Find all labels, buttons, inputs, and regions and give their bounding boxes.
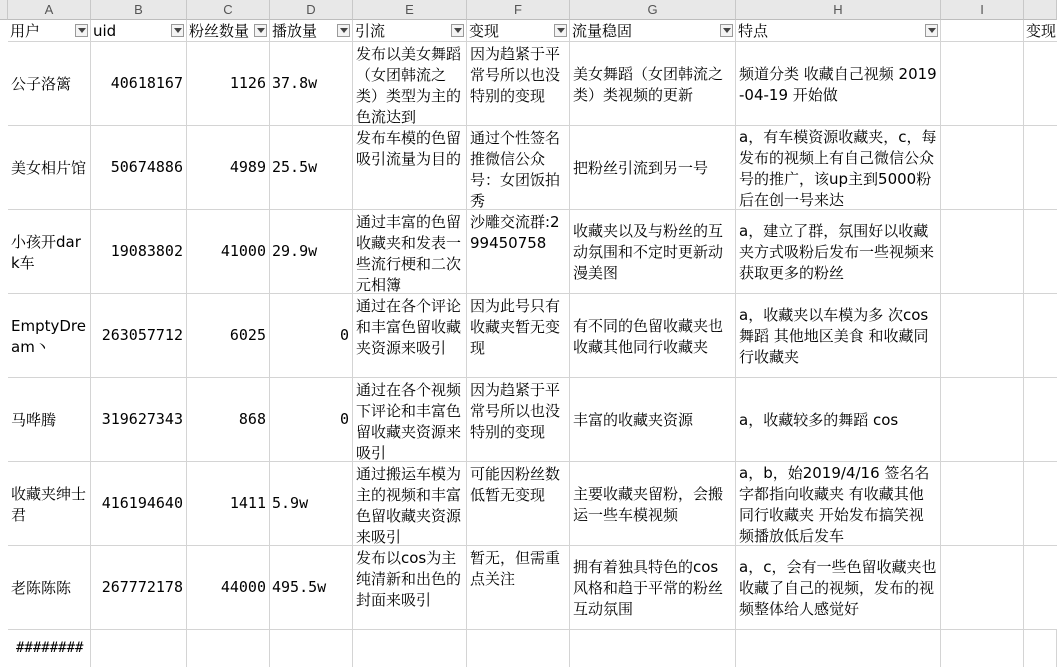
cell-empty[interactable] <box>941 546 1024 630</box>
column-header-j[interactable] <box>1024 0 1057 20</box>
header-cell-traffic[interactable] <box>353 20 467 42</box>
cell-value: a，有车模资源收藏夹，c，每发布的视频上有自己微信公众号的推广，该up主到5000粉后在创一号来达 <box>739 127 937 209</box>
cell-stable[interactable] <box>570 210 736 294</box>
cell-traffic[interactable] <box>353 378 467 462</box>
cell-empty[interactable] <box>1024 462 1057 546</box>
cell-value: 0 <box>339 326 349 344</box>
cell-empty[interactable] <box>1024 210 1057 294</box>
cell-value: 44000 <box>220 578 266 596</box>
header-label: 特点 <box>738 22 769 40</box>
cell-monetize[interactable] <box>467 210 570 294</box>
cell-traffic[interactable] <box>353 126 467 210</box>
header-label: 变现 <box>1026 22 1057 40</box>
cell-value: a，收藏夹以车模为多 次cos舞蹈 其他地区美食 和收藏同行收藏夹 <box>739 306 929 366</box>
cell-value: 40618167 <box>110 74 183 92</box>
cell-features[interactable] <box>736 126 941 210</box>
cell-stable[interactable] <box>570 294 736 378</box>
cell-value: 有不同的色留收藏夹也收藏其他同行收藏夹 <box>573 316 724 356</box>
cell-plays[interactable] <box>270 378 353 462</box>
cell-value: 29.9w <box>272 242 318 260</box>
cell-uid[interactable] <box>91 42 187 126</box>
cell-uid[interactable] <box>91 210 187 294</box>
cell-empty[interactable] <box>467 630 570 667</box>
cell-user[interactable] <box>8 42 91 126</box>
cell-traffic[interactable] <box>353 546 467 630</box>
cell-empty[interactable] <box>941 210 1024 294</box>
cell-monetize[interactable] <box>467 378 570 462</box>
cell-value: 319627343 <box>101 410 183 428</box>
cell-value: a，收藏较多的舞蹈 cos <box>739 411 899 429</box>
filter-dropdown-icon[interactable] <box>75 24 88 37</box>
cell-value: 因为趋紧于平常号所以也没特别的变现 <box>470 45 561 105</box>
cell-value: 公子洛篱 <box>11 75 72 93</box>
cell-empty[interactable] <box>941 378 1024 462</box>
filter-dropdown-icon[interactable] <box>925 24 938 37</box>
select-all-corner[interactable] <box>0 0 8 20</box>
cell-value: 1411 <box>229 494 266 512</box>
cell-empty[interactable] <box>941 42 1024 126</box>
cell-plays[interactable] <box>270 294 353 378</box>
header-cell-user[interactable] <box>8 20 91 42</box>
cell-value: 沙雕交流群:299450758 <box>470 213 560 252</box>
cell-features[interactable] <box>736 462 941 546</box>
cell-features[interactable] <box>736 42 941 126</box>
cell-i1[interactable] <box>941 20 1024 42</box>
cell-value: 通过在各个视频下评论和丰富色留收藏夹资源来吸引 <box>356 381 462 462</box>
cell-empty[interactable] <box>941 294 1024 378</box>
filter-dropdown-icon[interactable] <box>254 24 267 37</box>
cell-features[interactable] <box>736 210 941 294</box>
cell-value: 通过丰富的色留收藏夹和发表一些流行梗和二次元相簿 <box>356 213 462 294</box>
cell-value: 因为此号只有收藏夹暂无变现 <box>470 297 561 357</box>
cell-value: a，c，会有一些色留收藏夹也收藏了自己的视频，发布的视频整体给人感觉好 <box>739 558 937 618</box>
cell-plays[interactable] <box>270 462 353 546</box>
cell-overflow-hash[interactable] <box>8 630 91 667</box>
header-label: 引流 <box>355 22 386 40</box>
cell-value: 19083802 <box>110 242 183 260</box>
header-label: 变现 <box>469 22 500 40</box>
cell-fans[interactable] <box>187 210 270 294</box>
cell-user[interactable] <box>8 294 91 378</box>
cell-value: 马哗腾 <box>11 411 57 429</box>
column-header-c[interactable]: C <box>187 0 270 20</box>
cell-stable[interactable] <box>570 126 736 210</box>
column-header-d[interactable]: D <box>270 0 353 20</box>
column-header-a[interactable]: A <box>8 0 91 20</box>
cell-uid[interactable] <box>91 546 187 630</box>
cell-features[interactable] <box>736 294 941 378</box>
cell-empty[interactable] <box>941 630 1024 667</box>
cell-monetize[interactable] <box>467 42 570 126</box>
cell-features[interactable] <box>736 546 941 630</box>
cell-value: a，b，始2019/4/16 签名名字都指向收藏夹 有收藏其他同行收藏夹 开始发布搞笑视频播放低后发车 <box>739 463 930 545</box>
cell-value: 267772178 <box>101 578 183 596</box>
cell-value: 6025 <box>229 326 266 344</box>
cell-stable[interactable] <box>570 546 736 630</box>
header-cell-features[interactable] <box>736 20 941 42</box>
cell-value: 收藏夹绅士君 <box>11 484 87 524</box>
cell-empty[interactable] <box>1024 378 1057 462</box>
header-cell-uid[interactable] <box>91 20 187 42</box>
cell-uid[interactable] <box>91 378 187 462</box>
cell-fans[interactable] <box>187 294 270 378</box>
cell-uid[interactable] <box>91 294 187 378</box>
cell-value: 小孩开dark车 <box>11 232 81 272</box>
cell-empty[interactable] <box>1024 546 1057 630</box>
filter-dropdown-icon[interactable] <box>171 24 184 37</box>
header-cell-stable[interactable] <box>570 20 736 42</box>
cell-features[interactable] <box>736 378 941 462</box>
cell-empty[interactable] <box>1024 294 1057 378</box>
cell-plays[interactable] <box>270 210 353 294</box>
cell-value: a，建立了群，氛围好以收藏夹方式吸粉后发布一些视频来获取更多的粉丝 <box>739 222 935 282</box>
cell-value: 50674886 <box>110 158 183 176</box>
cell-value: 主要收藏夹留粉，会搬运一些车模视频 <box>573 484 724 524</box>
cell-value: 0 <box>339 410 349 428</box>
cell-value: 发布以美女舞蹈（女团韩流之类）类型为主的色流达到 <box>356 45 462 126</box>
cell-fans[interactable] <box>187 378 270 462</box>
cell-monetize[interactable] <box>467 126 570 210</box>
cell-value: ######## <box>16 640 84 656</box>
header-cell-monetize[interactable] <box>467 20 570 42</box>
cell-user[interactable] <box>8 126 91 210</box>
cell-value: 美女舞蹈（女团韩流之类）类视频的更新 <box>573 64 724 104</box>
cell-traffic[interactable] <box>353 462 467 546</box>
cell-empty[interactable] <box>1024 630 1057 667</box>
cell-value: 4989 <box>229 158 266 176</box>
cell-value: 老陈陈陈 <box>11 579 72 597</box>
column-header-h[interactable]: H <box>736 0 941 20</box>
header-label: 用户 <box>10 22 41 40</box>
header-label: uid <box>93 22 117 40</box>
column-header-i[interactable]: I <box>941 0 1024 20</box>
cell-value: 可能因粉丝数低暂无变现 <box>470 465 561 504</box>
cell-value: 263057712 <box>101 326 183 344</box>
header-cell-extra[interactable] <box>1024 20 1057 42</box>
cell-empty[interactable] <box>570 630 736 667</box>
filter-dropdown-icon[interactable] <box>554 24 567 37</box>
column-header-b[interactable]: B <box>91 0 187 20</box>
cell-traffic[interactable] <box>353 294 467 378</box>
header-cell-plays[interactable] <box>270 20 353 42</box>
cell-value: 495.5w <box>272 578 327 596</box>
cell-value: 5.9w <box>272 494 309 512</box>
filter-dropdown-icon[interactable] <box>337 24 350 37</box>
filter-dropdown-icon[interactable] <box>720 24 733 37</box>
cell-value: 美女相片馆 <box>11 159 87 177</box>
cell-value: 拥有着独具特色的cos风格和趋于平常的粉丝互动氛围 <box>573 558 724 618</box>
cell-empty[interactable] <box>91 630 187 667</box>
cell-uid[interactable] <box>91 462 187 546</box>
cell-monetize[interactable] <box>467 294 570 378</box>
cell-value: 发布以cos为主纯清新和出色的封面来吸引 <box>356 549 462 609</box>
cell-fans[interactable] <box>187 462 270 546</box>
cell-value: 416194640 <box>101 494 183 512</box>
cell-value: 暂无，但需重点关注 <box>470 549 561 588</box>
cell-user[interactable] <box>8 210 91 294</box>
cell-user[interactable] <box>8 378 91 462</box>
cell-fans[interactable] <box>187 546 270 630</box>
cell-fans[interactable] <box>187 42 270 126</box>
cell-value: 把粉丝引流到另一号 <box>573 159 709 177</box>
cell-fans[interactable] <box>187 126 270 210</box>
cell-value: 丰富的收藏夹资源 <box>573 411 694 429</box>
cell-value: 37.8w <box>272 74 318 92</box>
cell-empty[interactable] <box>187 630 270 667</box>
cell-value: EmptyDream丶 <box>11 316 86 356</box>
cell-empty[interactable] <box>941 126 1024 210</box>
header-label: 粉丝数量 <box>189 22 250 40</box>
header-cell-fans[interactable] <box>187 20 270 42</box>
cell-user[interactable] <box>8 462 91 546</box>
cell-empty[interactable] <box>1024 42 1057 126</box>
cell-plays[interactable] <box>270 126 353 210</box>
cell-value: 发布车模的色留吸引流量为目的 <box>356 129 462 168</box>
column-header-f[interactable]: F <box>467 0 570 20</box>
filter-dropdown-icon[interactable] <box>451 24 464 37</box>
cell-monetize[interactable] <box>467 546 570 630</box>
cell-uid[interactable] <box>91 126 187 210</box>
cell-empty[interactable] <box>270 630 353 667</box>
header-label: 流量稳固 <box>572 22 633 40</box>
cell-plays[interactable] <box>270 546 353 630</box>
cell-empty[interactable] <box>941 462 1024 546</box>
cell-stable[interactable] <box>570 42 736 126</box>
cell-value: 1126 <box>229 74 266 92</box>
cell-value: 频道分类 收藏自己视频 2019-04-19 开始做 <box>739 64 937 104</box>
header-label: 播放量 <box>272 22 318 40</box>
cell-traffic[interactable] <box>353 42 467 126</box>
cell-empty[interactable] <box>353 630 467 667</box>
cell-traffic[interactable] <box>353 210 467 294</box>
cell-stable[interactable] <box>570 378 736 462</box>
cell-value: 41000 <box>220 242 266 260</box>
cell-value: 25.5w <box>272 158 318 176</box>
cell-value: 收藏夹以及与粉丝的互动氛围和不定时更新动漫美图 <box>573 222 724 282</box>
cell-value: 通过个性签名推微信公众号：女团饭拍秀 <box>470 129 561 210</box>
cell-value: 868 <box>238 410 266 428</box>
cell-empty[interactable] <box>736 630 941 667</box>
cell-monetize[interactable] <box>467 462 570 546</box>
column-header-e[interactable]: E <box>353 0 467 20</box>
cell-user[interactable] <box>8 546 91 630</box>
cell-value: 通过搬运车模为主的视频和丰富色留收藏夹资源来吸引 <box>356 465 462 546</box>
cell-plays[interactable] <box>270 42 353 126</box>
cell-stable[interactable] <box>570 462 736 546</box>
cell-value: 因为趋紧于平常号所以也没特别的变现 <box>470 381 561 441</box>
column-header-g[interactable]: G <box>570 0 736 20</box>
cell-value: 通过在各个评论和丰富色留收藏夹资源来吸引 <box>356 297 462 357</box>
cell-empty[interactable] <box>1024 126 1057 210</box>
